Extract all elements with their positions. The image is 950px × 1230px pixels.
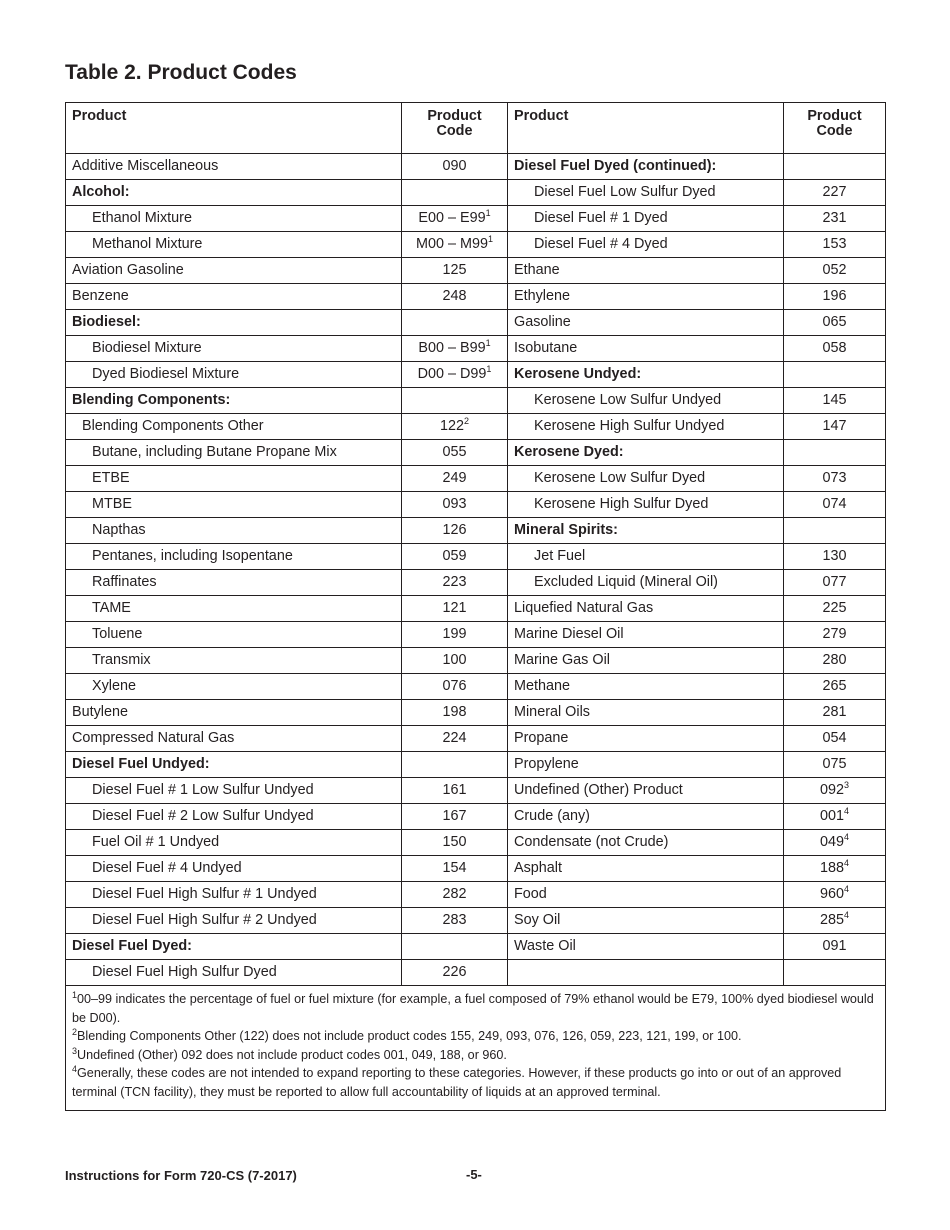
product-code-right <box>784 180 886 206</box>
product-code-value: 058 <box>822 340 847 356</box>
product-code-value: 154 <box>442 860 467 876</box>
footnote-mark: 2 <box>72 1027 78 1037</box>
product-code-right <box>784 258 886 284</box>
product-code-header-right-line1: Product <box>807 108 862 124</box>
product-name-right: Food <box>508 882 784 908</box>
product-code-right <box>784 154 886 180</box>
product-code-right <box>784 622 886 648</box>
table-row <box>66 570 886 596</box>
product-name-right: Crude (any) <box>508 804 784 830</box>
product-code-left <box>402 258 508 284</box>
product-name-left: Diesel Fuel # 1 Low Sulfur Undyed <box>66 778 402 804</box>
product-name-right: Marine Gas Oil <box>508 648 784 674</box>
table-header-row <box>66 103 886 154</box>
product-name-left: Blending Components: <box>66 388 402 414</box>
product-code-left <box>402 726 508 752</box>
product-code-left <box>402 882 508 908</box>
product-code-value: 282 <box>442 886 467 902</box>
product-name-right: Kerosene Dyed: <box>508 440 784 466</box>
product-code-left <box>402 830 508 856</box>
product-code-value: 122 <box>439 418 464 434</box>
table-row <box>66 804 886 830</box>
product-code-left <box>402 700 508 726</box>
footnote-marker: 4 <box>844 884 850 895</box>
footnote-text: Generally, these codes are not intended to expand reporting to these categories. However, if these products go into or out of an approved terminal (TCN facility), they must be reported to allow full accountability of liquids at an approved terminal. <box>72 1066 842 1099</box>
product-code-left <box>402 596 508 622</box>
product-code-left <box>402 492 508 518</box>
product-code-value: 130 <box>822 548 847 564</box>
table-row <box>66 258 886 284</box>
footnote-marker: 4 <box>844 806 850 817</box>
product-name-left: Methanol Mixture <box>66 232 402 258</box>
product-code-value: 249 <box>442 470 467 486</box>
product-code-value: 161 <box>442 782 467 798</box>
table-row <box>66 518 886 544</box>
product-code-value: 226 <box>442 964 467 980</box>
product-code-right <box>784 908 886 934</box>
table-row <box>66 934 886 960</box>
product-name-right: Excluded Liquid (Mineral Oil) <box>508 570 784 596</box>
product-name-left: Aviation Gasoline <box>66 258 402 284</box>
product-code-right <box>784 544 886 570</box>
footnote-mark: 4 <box>72 1064 78 1075</box>
product-code-left <box>402 622 508 648</box>
table-row <box>66 752 886 778</box>
product-code-value: 227 <box>822 184 847 200</box>
product-code-value: 199 <box>442 626 467 642</box>
footnotes <box>66 986 886 1111</box>
product-code-value: D00 – D99 <box>417 366 487 382</box>
table-row <box>66 492 886 518</box>
footnote-marker: 1 <box>487 234 493 245</box>
product-name-left: Diesel Fuel # 4 Undyed <box>66 856 402 882</box>
product-name-right: Jet Fuel <box>508 544 784 570</box>
product-code-left <box>402 180 508 206</box>
product-code-right <box>784 648 886 674</box>
table-row <box>66 414 886 440</box>
product-name-right: Propylene <box>508 752 784 778</box>
footnote-marker: 2 <box>464 416 470 427</box>
footnote-1 <box>72 990 879 1027</box>
product-code-left <box>402 284 508 310</box>
table-row <box>66 310 886 336</box>
table-row <box>66 544 886 570</box>
product-code-left <box>402 414 508 440</box>
product-name-right: Kerosene Undyed: <box>508 362 784 388</box>
footnote-4 <box>72 1064 879 1101</box>
product-name-left: Diesel Fuel High Sulfur # 2 Undyed <box>66 908 402 934</box>
product-name-right: Diesel Fuel Dyed (continued): <box>508 154 784 180</box>
product-name-right: Diesel Fuel # 4 Dyed <box>508 232 784 258</box>
product-code-value: 100 <box>442 652 467 668</box>
product-code-left <box>402 908 508 934</box>
product-code-left <box>402 362 508 388</box>
product-code-right <box>784 882 886 908</box>
product-code-value: 075 <box>822 756 847 772</box>
product-name-right: Ethane <box>508 258 784 284</box>
product-name-right: Kerosene High Sulfur Dyed <box>508 492 784 518</box>
product-name-right: Mineral Oils <box>508 700 784 726</box>
product-code-value: 265 <box>822 678 847 694</box>
form-footer: Instructions for Form 720-CS (7-2017) <box>65 1168 297 1183</box>
table-row <box>66 440 886 466</box>
product-name-left: Diesel Fuel High Sulfur # 1 Undyed <box>66 882 402 908</box>
footnote-mark: 1 <box>72 989 78 1000</box>
product-code-value: 281 <box>822 704 847 720</box>
table-row <box>66 206 886 232</box>
product-name-left: Transmix <box>66 648 402 674</box>
product-code-right <box>784 596 886 622</box>
table-body <box>66 154 886 986</box>
table-row <box>66 622 886 648</box>
product-code-value: 091 <box>822 938 847 954</box>
product-code-right <box>784 284 886 310</box>
footnote-text: 00–99 indicates the percentage of fuel or fuel mixture (for example, a fuel composed of 79% ethanol would be E79, 100% dyed biodiesel would be D00). <box>72 992 874 1025</box>
product-code-value: 223 <box>442 574 467 590</box>
product-name-left: Diesel Fuel # 2 Low Sulfur Undyed <box>66 804 402 830</box>
product-name-right: Liquefied Natural Gas <box>508 596 784 622</box>
product-code-left <box>402 752 508 778</box>
table-row <box>66 726 886 752</box>
product-code-value: 150 <box>442 834 467 850</box>
footnote-marker: 4 <box>844 910 850 921</box>
product-name-right: Gasoline <box>508 310 784 336</box>
product-name-right: Undefined (Other) Product <box>508 778 784 804</box>
product-header-right: Product <box>508 103 784 154</box>
product-name-left: Biodiesel Mixture <box>66 336 402 362</box>
product-name-right: Isobutane <box>508 336 784 362</box>
product-code-value: 231 <box>822 210 847 226</box>
product-name-left: Diesel Fuel Undyed: <box>66 752 402 778</box>
footnote-text: Undefined (Other) 092 does not include product codes 001, 049, 188, or 960. <box>77 1047 507 1062</box>
table-row <box>66 882 886 908</box>
product-name-left: Alcohol: <box>66 180 402 206</box>
footnote-2 <box>72 1027 879 1046</box>
footnote-mark: 3 <box>72 1045 78 1056</box>
product-name-left: TAME <box>66 596 402 622</box>
table-row <box>66 336 886 362</box>
product-code-value: 280 <box>822 652 847 668</box>
product-code-value: 126 <box>442 522 467 538</box>
product-code-value: 196 <box>822 288 847 304</box>
product-code-left <box>402 674 508 700</box>
product-name-left: Biodiesel: <box>66 310 402 336</box>
product-code-value: 145 <box>822 392 847 408</box>
product-code-value: 055 <box>442 444 467 460</box>
page-number: -5- <box>466 1167 482 1182</box>
table-row <box>66 960 886 986</box>
product-name-right: Asphalt <box>508 856 784 882</box>
product-code-value: 054 <box>822 730 847 746</box>
product-code-value: 073 <box>822 470 847 486</box>
product-code-left <box>402 934 508 960</box>
product-code-header <box>402 103 508 154</box>
product-code-value: 188 <box>819 860 844 876</box>
table-row <box>66 284 886 310</box>
product-code-value: 076 <box>442 678 467 694</box>
product-name-left: Ethanol Mixture <box>66 206 402 232</box>
product-name-left: Pentanes, including Isopentane <box>66 544 402 570</box>
product-code-value: B00 – B99 <box>418 340 486 356</box>
product-code-right <box>784 726 886 752</box>
product-code-value: 074 <box>822 496 847 512</box>
product-name-right: Kerosene Low Sulfur Undyed <box>508 388 784 414</box>
product-name-left: Raffinates <box>66 570 402 596</box>
product-code-right <box>784 700 886 726</box>
product-code-value: 065 <box>822 314 847 330</box>
table-row <box>66 908 886 934</box>
product-code-right <box>784 336 886 362</box>
table-row <box>66 466 886 492</box>
product-name-right: Marine Diesel Oil <box>508 622 784 648</box>
product-code-right <box>784 830 886 856</box>
product-name-right: Ethylene <box>508 284 784 310</box>
product-codes-table <box>65 102 886 1111</box>
product-code-left <box>402 648 508 674</box>
product-code-value: 049 <box>819 834 844 850</box>
page-title: Table 2. Product Codes <box>65 61 297 84</box>
product-name-left: Compressed Natural Gas <box>66 726 402 752</box>
footnote-marker: 1 <box>485 208 491 219</box>
product-code-value: 960 <box>819 886 844 902</box>
product-code-left <box>402 232 508 258</box>
product-code-value: 167 <box>442 808 467 824</box>
table-row <box>66 232 886 258</box>
product-name-right: Waste Oil <box>508 934 784 960</box>
product-code-right <box>784 752 886 778</box>
product-code-left <box>402 570 508 596</box>
product-name-left: Napthas <box>66 518 402 544</box>
product-code-value: E00 – E99 <box>418 210 486 226</box>
product-code-value: 059 <box>442 548 467 564</box>
product-code-header-line1: Product <box>427 108 482 124</box>
product-name-left: Diesel Fuel Dyed: <box>66 934 402 960</box>
table-row <box>66 830 886 856</box>
footnote-marker: 1 <box>485 338 491 349</box>
footnote-marker: 4 <box>844 858 850 869</box>
product-code-right <box>784 206 886 232</box>
product-name-right: Methane <box>508 674 784 700</box>
footnotes-row <box>66 986 886 1111</box>
product-name-right: Mineral Spirits: <box>508 518 784 544</box>
footnote-marker: 3 <box>844 780 850 791</box>
product-name-left: Benzene <box>66 284 402 310</box>
product-name-right: Propane <box>508 726 784 752</box>
product-name-right: Condensate (not Crude) <box>508 830 784 856</box>
product-code-left <box>402 336 508 362</box>
table-row <box>66 154 886 180</box>
product-name-left: Dyed Biodiesel Mixture <box>66 362 402 388</box>
product-name-left: Xylene <box>66 674 402 700</box>
product-name-right <box>508 960 784 986</box>
product-code-value: M00 – M99 <box>415 236 488 252</box>
product-code-value: 147 <box>822 418 847 434</box>
table-row <box>66 648 886 674</box>
product-code-left <box>402 466 508 492</box>
table-row <box>66 700 886 726</box>
product-code-value: 248 <box>442 288 467 304</box>
product-code-right <box>784 310 886 336</box>
product-name-right: Diesel Fuel Low Sulfur Dyed <box>508 180 784 206</box>
product-name-left: Butane, including Butane Propane Mix <box>66 440 402 466</box>
product-code-value: 001 <box>819 808 844 824</box>
product-code-value: 121 <box>442 600 467 616</box>
product-code-right <box>784 232 886 258</box>
product-code-right <box>784 674 886 700</box>
product-code-value: 225 <box>822 600 847 616</box>
product-code-right <box>784 362 886 388</box>
product-code-value: 093 <box>442 496 467 512</box>
product-name-right: Kerosene High Sulfur Undyed <box>508 414 784 440</box>
product-name-right: Diesel Fuel # 1 Dyed <box>508 206 784 232</box>
product-name-left: Toluene <box>66 622 402 648</box>
product-code-header-right-line2: Code <box>816 123 853 139</box>
product-code-value: 077 <box>822 574 847 590</box>
product-code-right <box>784 440 886 466</box>
product-name-left: Additive Miscellaneous <box>66 154 402 180</box>
table-row <box>66 778 886 804</box>
product-code-right <box>784 518 886 544</box>
table-row <box>66 388 886 414</box>
product-code-header-right <box>784 103 886 154</box>
product-code-right <box>784 492 886 518</box>
product-code-left <box>402 154 508 180</box>
product-name-left: Fuel Oil # 1 Undyed <box>66 830 402 856</box>
product-name-left: ETBE <box>66 466 402 492</box>
product-code-right <box>784 778 886 804</box>
product-code-left <box>402 206 508 232</box>
table-row <box>66 180 886 206</box>
table-row <box>66 856 886 882</box>
table-row <box>66 674 886 700</box>
product-code-right <box>784 960 886 986</box>
product-code-left <box>402 388 508 414</box>
product-name-left: Butylene <box>66 700 402 726</box>
table-row <box>66 362 886 388</box>
product-code-right <box>784 856 886 882</box>
product-code-right <box>784 934 886 960</box>
footnote-marker: 1 <box>486 364 492 375</box>
product-code-left <box>402 856 508 882</box>
product-name-left: Diesel Fuel High Sulfur Dyed <box>66 960 402 986</box>
product-code-value: 285 <box>819 912 844 928</box>
product-code-right <box>784 570 886 596</box>
product-code-value: 198 <box>442 704 467 720</box>
product-code-left <box>402 518 508 544</box>
product-code-left <box>402 804 508 830</box>
product-code-value: 279 <box>822 626 847 642</box>
product-name-left: MTBE <box>66 492 402 518</box>
product-code-value: 090 <box>442 158 467 174</box>
table-row <box>66 596 886 622</box>
product-code-right <box>784 466 886 492</box>
product-code-left <box>402 778 508 804</box>
product-code-left <box>402 440 508 466</box>
product-code-right <box>784 414 886 440</box>
product-header: Product <box>66 103 402 154</box>
product-code-value: 153 <box>822 236 847 252</box>
footnote-marker: 4 <box>844 832 850 843</box>
product-code-value: 052 <box>822 262 847 278</box>
product-code-left <box>402 960 508 986</box>
product-code-value: 125 <box>442 262 467 278</box>
product-name-right: Kerosene Low Sulfur Dyed <box>508 466 784 492</box>
product-code-right <box>784 388 886 414</box>
product-code-value: 224 <box>442 730 467 746</box>
footnote-3 <box>72 1046 879 1065</box>
product-code-value: 092 <box>819 782 844 798</box>
footnote-text: Blending Components Other (122) does not include product codes 155, 249, 093, 076, 126, 059, 223, 121, 199, or 100. <box>77 1029 742 1044</box>
product-code-value: 283 <box>442 912 467 928</box>
product-code-header-line2: Code <box>436 123 473 139</box>
product-name-left: Blending Components Other <box>66 414 402 440</box>
product-name-right: Soy Oil <box>508 908 784 934</box>
product-code-left <box>402 544 508 570</box>
product-code-left <box>402 310 508 336</box>
product-code-right <box>784 804 886 830</box>
